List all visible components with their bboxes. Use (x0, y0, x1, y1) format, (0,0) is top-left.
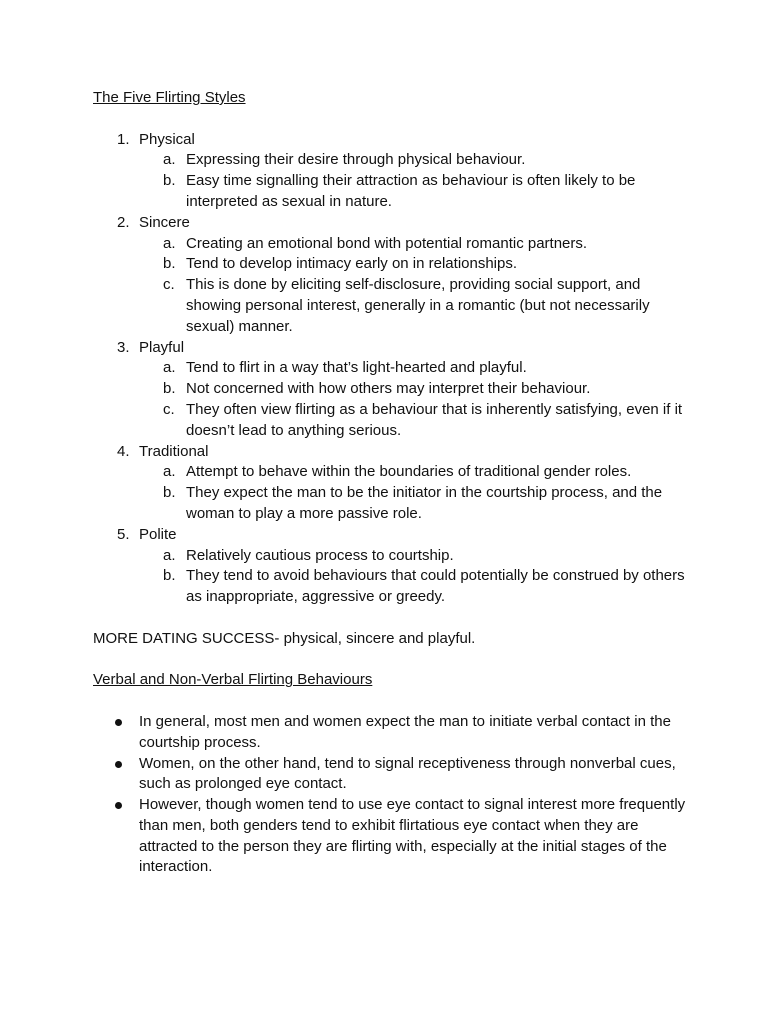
list-number: 4. (117, 442, 130, 460)
list-letter: b. (163, 255, 176, 273)
bullet-text: However, though women tend to use eye contact to signal interest more frequently than men, both genders tend to exhibit flirtatious eye contact when they are attracted to the person they are flirting with, especially at the initial stages of the interaction. (139, 796, 686, 876)
list-item (139, 150, 693, 171)
summary-line: MORE DATING SUCCESS- physical, sincere and playful. (93, 629, 476, 647)
list-item (139, 171, 693, 213)
behaviours-bullet-list (93, 712, 693, 878)
list-letter: a. (163, 463, 176, 481)
list-item (139, 462, 693, 483)
sub-list (139, 546, 693, 608)
list-letter: b. (163, 172, 176, 190)
bullet-item (93, 754, 693, 796)
list-item-text: They often view flirting as a behaviour that is inherently satisfying, even if it doesn’t lead to anything serious. (186, 400, 683, 439)
style-name: Playful (139, 338, 185, 356)
list-item (139, 358, 693, 379)
list-item-text: They expect the man to be the initiator in the courtship process, and the woman to play a more passive role. (186, 484, 663, 522)
style-name: Traditional (139, 442, 209, 460)
style-name: Polite (139, 525, 177, 543)
flirting-styles-list (93, 130, 693, 608)
list-letter: b. (163, 567, 176, 585)
list-item-text: Tend to flirt in a way that’s light-hearted and playful. (186, 359, 527, 377)
list-number: 1. (117, 130, 130, 148)
list-item (139, 546, 693, 567)
document-page (93, 88, 693, 878)
sub-list (139, 234, 693, 338)
bullet-icon (115, 761, 122, 768)
list-item (139, 254, 693, 275)
list-number: 3. (117, 338, 130, 356)
sub-list (139, 150, 693, 212)
bullet-text: Women, on the other hand, tend to signal receptiveness through nonverbal cues, such as prolonged eye contact. (139, 754, 676, 793)
list-item-text: Expressing their desire through physical behaviour. (186, 151, 526, 169)
list-item (139, 400, 693, 442)
bullet-item (93, 712, 693, 754)
list-letter: a. (163, 151, 176, 169)
style-item-playful (93, 338, 693, 442)
list-item-text: Tend to develop intimacy early on in relationships. (186, 255, 518, 273)
bullet-text: In general, most men and women expect the man to initiate verbal contact in the courtship process. (139, 712, 671, 751)
style-name: Sincere (139, 213, 190, 231)
section-heading-verbal-nonverbal: Verbal and Non-Verbal Flirting Behaviours (93, 671, 373, 689)
list-number: 5. (117, 525, 130, 543)
list-item-text: Attempt to behave within the boundaries of traditional gender roles. (186, 463, 632, 481)
style-item-sincere (93, 213, 693, 338)
section-heading-flirting-styles: The Five Flirting Styles (93, 89, 246, 106)
style-item-physical (93, 130, 693, 213)
bullet-item (93, 795, 693, 878)
list-item-text: Relatively cautious process to courtship. (186, 546, 454, 564)
style-item-polite (93, 525, 693, 608)
list-letter: b. (163, 484, 176, 502)
list-letter: c. (163, 276, 175, 294)
list-letter: b. (163, 380, 176, 398)
bullet-icon (115, 802, 122, 809)
list-letter: c. (163, 400, 175, 418)
bullet-icon (115, 719, 122, 726)
list-item (139, 483, 693, 525)
list-item (139, 379, 693, 400)
list-item (139, 275, 693, 337)
list-number: 2. (117, 213, 130, 231)
list-item-text: Easy time signalling their attraction as behaviour is often likely to be interpreted as sexual in nature. (186, 172, 636, 210)
list-letter: a. (163, 546, 176, 564)
sub-list (139, 358, 693, 441)
list-letter: a. (163, 359, 176, 377)
list-item-text: Creating an emotional bond with potential romantic partners. (186, 234, 588, 252)
style-item-traditional (93, 442, 693, 525)
list-item (139, 234, 693, 255)
sub-list (139, 462, 693, 524)
list-item (139, 566, 693, 608)
list-item-text: They tend to avoid behaviours that could potentially be construed by others as inappropriate, aggressive or greedy. (186, 567, 685, 606)
list-item-text: This is done by eliciting self-disclosure, providing social support, and showing personal interest, generally in a romantic (but not necessarily sexual) manner. (186, 276, 650, 335)
list-item-text: Not concerned with how others may interpret their behaviour. (186, 380, 591, 398)
list-letter: a. (163, 234, 176, 252)
style-name: Physical (139, 130, 195, 148)
